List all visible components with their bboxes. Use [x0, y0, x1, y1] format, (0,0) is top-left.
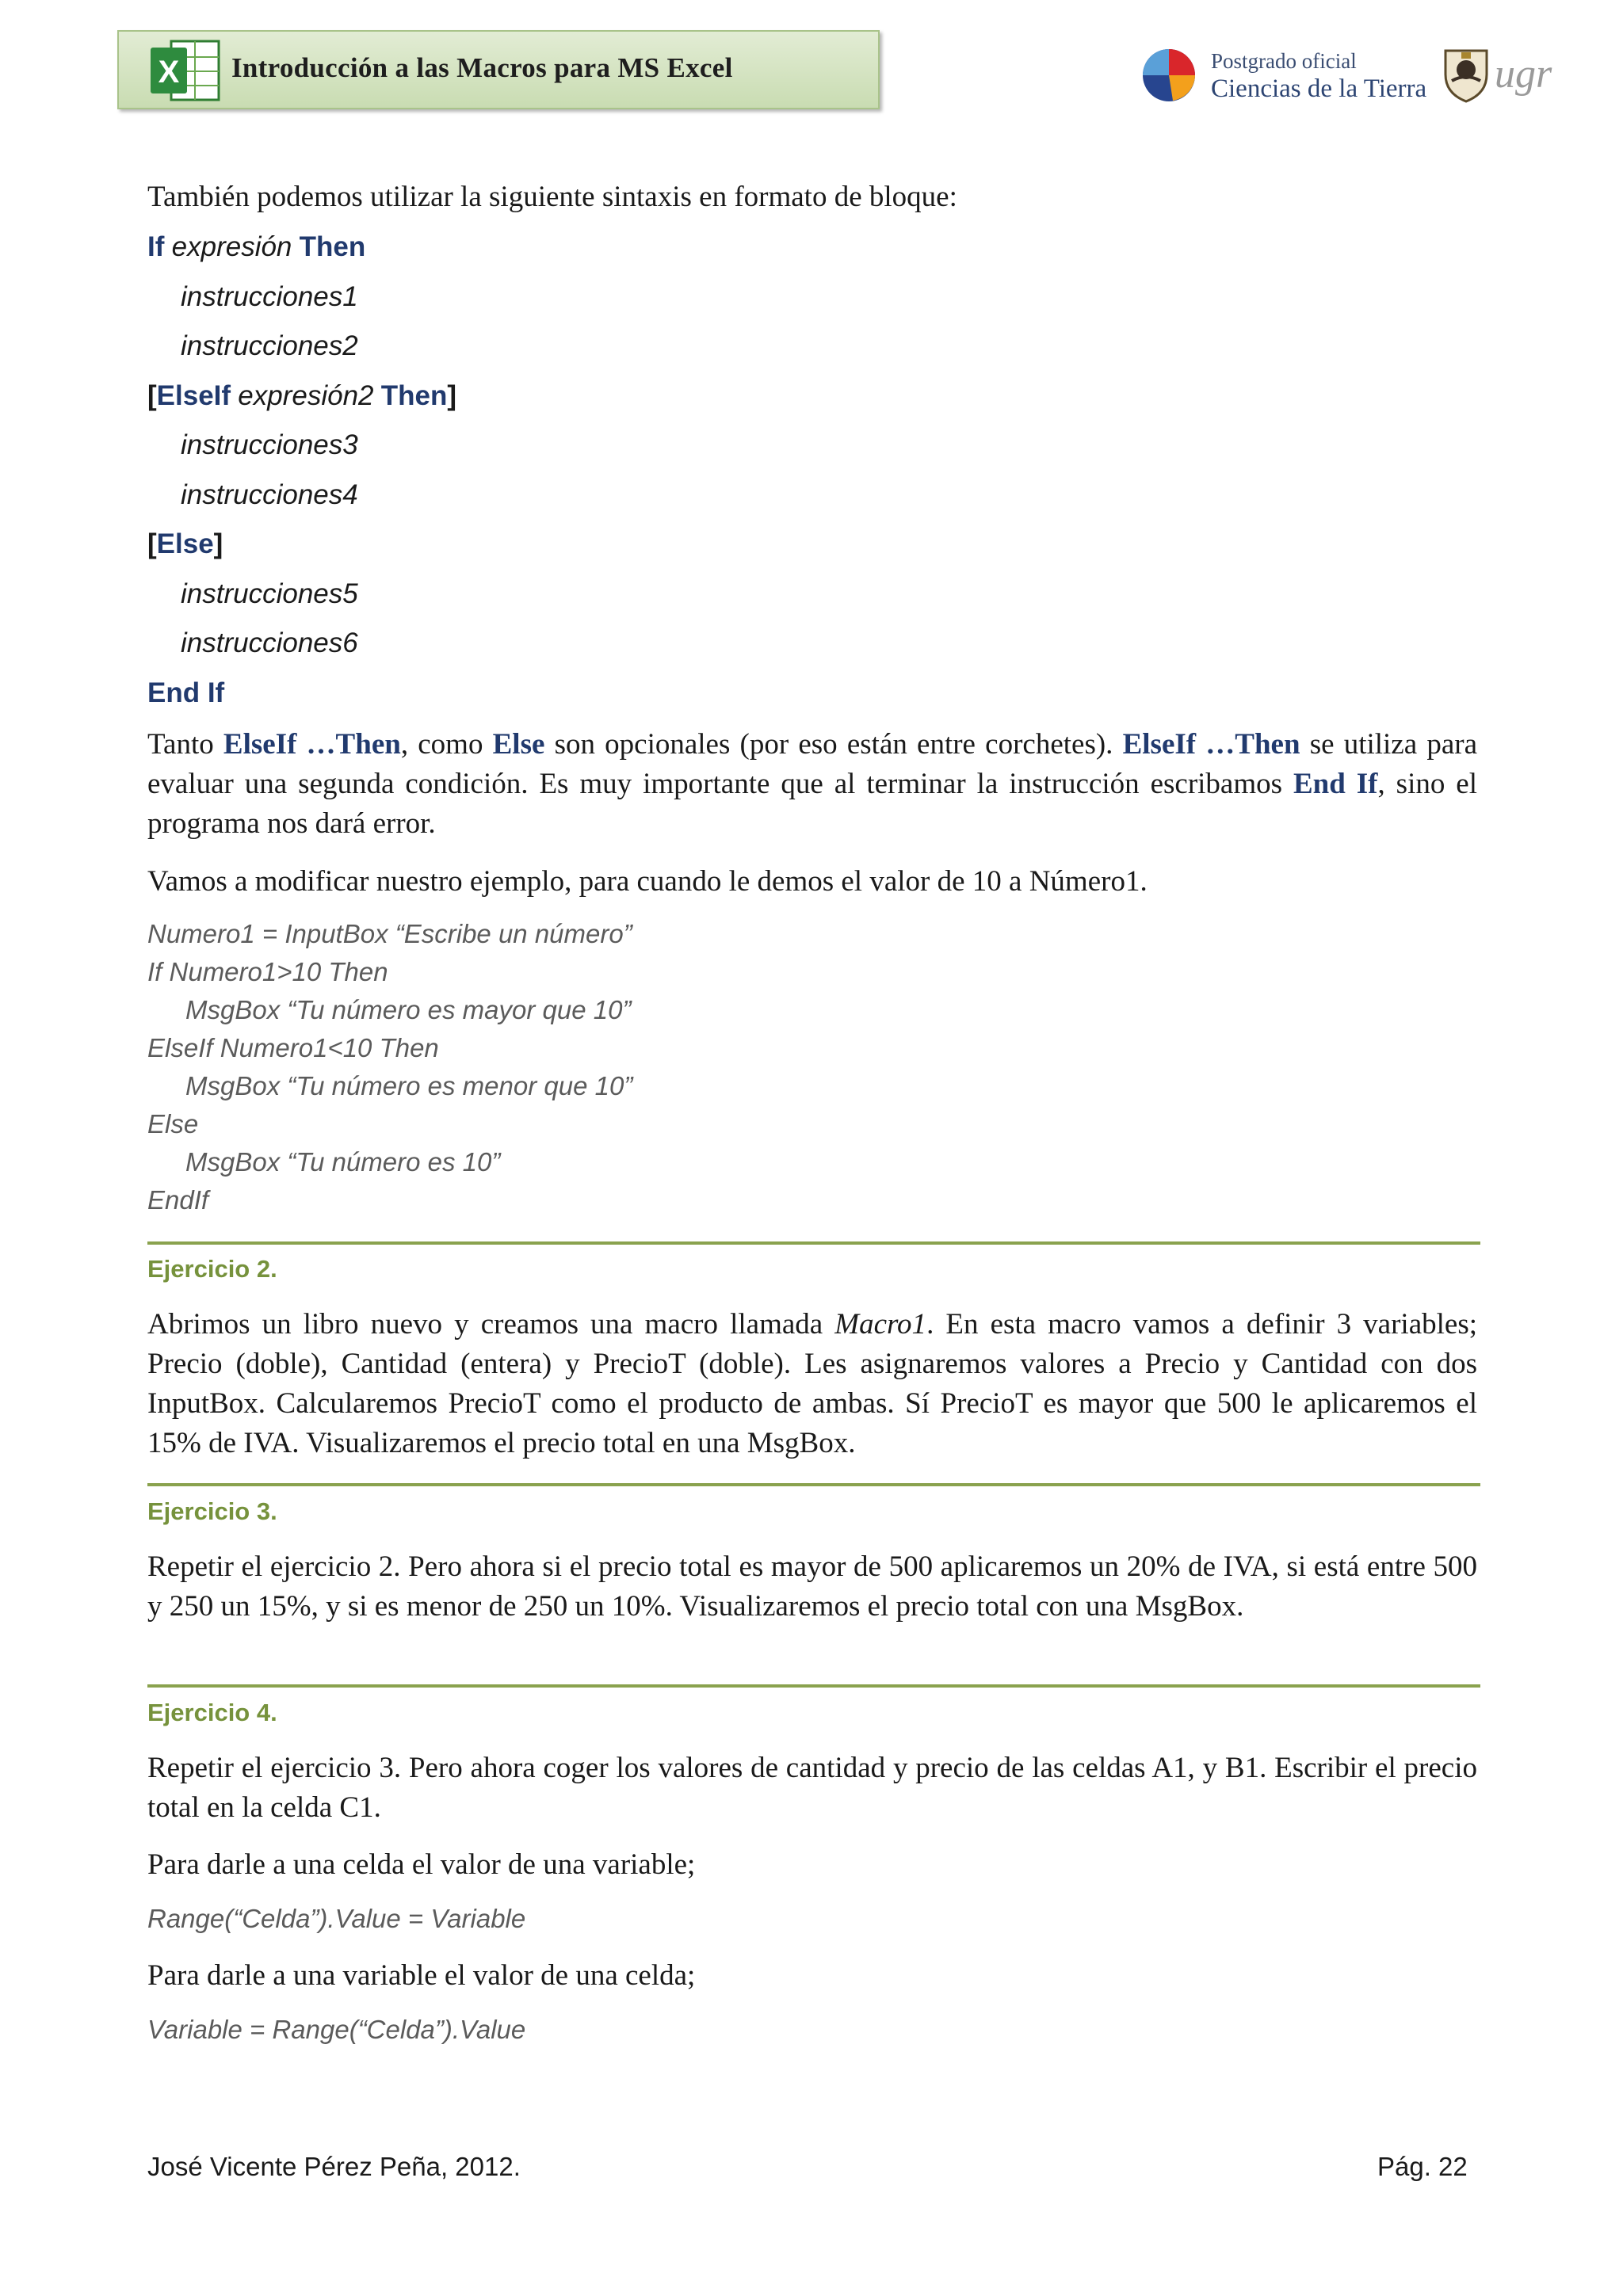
text-run: son opcionales (por eso están entre corchetes). — [544, 728, 1123, 761]
explanation-paragraph — [147, 725, 1477, 844]
code-line: MsgBox “Tu número es 10” — [185, 1147, 501, 1177]
syntax-instr6: instrucciones6 — [181, 627, 358, 658]
text-run: , como — [400, 728, 493, 761]
bracket-open-2: [ — [147, 528, 157, 559]
code-line: MsgBox “Tu número es mayor que 10” — [185, 995, 632, 1024]
text-run: Tanto — [147, 728, 223, 761]
brand-title: Ciencias de la Tierra — [1211, 74, 1427, 103]
code-line-variable: Variable = Range(“Celda”).Value — [147, 2015, 526, 2044]
text-run: se utiliza para evaluar una segunda condición. Es muy importante que al terminar la instrucción escribamos — [147, 728, 1477, 800]
bracket-open: [ — [147, 380, 157, 411]
example-intro-paragraph: Vamos a modificar nuestro ejemplo, para cuando le demos el valor de 10 a Número1. — [147, 865, 1148, 898]
ugr-logo-text: ugr — [1495, 51, 1552, 97]
syntax-elseif-line — [147, 376, 1477, 416]
footer-author: José Vicente Pérez Peña, 2012. — [147, 2152, 521, 2181]
exercise-2-title: Ejercicio 2. — [147, 1255, 277, 1283]
keyword-elseif-then: ElseIf …Then — [223, 728, 401, 761]
syntax-instr5: instrucciones5 — [181, 578, 358, 609]
code-line: Numero1 = InputBox “Escribe un número” — [147, 919, 632, 948]
keyword-if: If — [147, 231, 165, 262]
svg-text:X: X — [158, 55, 180, 90]
code-line: MsgBox “Tu número es menor que 10” — [185, 1071, 633, 1100]
exercise-4-text: Repetir el ejercicio 3. Pero ahora coger los valores de cantidad y precio de las celdas A1, y B1. Escribir el precio total en la celda C1. — [147, 1752, 1477, 1824]
variable-assign-paragraph: Para darle a una variable el valor de una celda; — [147, 1959, 696, 1992]
syntax-expression2: expresión2 — [238, 380, 374, 411]
section-divider — [147, 1241, 1480, 1245]
syntax-instr3: instrucciones3 — [181, 429, 358, 460]
code-line: EndIf — [147, 1185, 209, 1215]
keyword-elseif: ElseIf — [156, 380, 231, 411]
keyword-else-inline: Else — [492, 728, 545, 761]
brand-subtitle: Postgrado oficial — [1211, 49, 1357, 73]
code-line: If Numero1>10 Then — [147, 957, 388, 986]
code-line-cell: Range(“Celda”).Value = Variable — [147, 1904, 526, 1933]
exercise-3-title: Ejercicio 3. — [147, 1497, 277, 1525]
keyword-end-if: End If — [147, 677, 225, 708]
intro-paragraph: También podemos utilizar la siguiente sintaxis en formato de bloque: — [147, 181, 957, 213]
syntax-if-line — [147, 227, 1477, 267]
bracket-close: ] — [447, 380, 457, 411]
document-header-title: Introducción a las Macros para MS Excel — [231, 52, 733, 83]
university-shield-icon — [1441, 46, 1491, 103]
syntax-endif-line — [147, 673, 1477, 713]
keyword-then: Then — [299, 231, 366, 262]
keyword-elseif-then-2: ElseIf …Then — [1122, 728, 1300, 761]
section-divider — [147, 1483, 1480, 1486]
footer-page-number: Pág. 22 — [1377, 2152, 1468, 2181]
excel-icon — [147, 36, 222, 105]
exercise-2-text — [147, 1305, 1477, 1463]
syntax-instr2: instrucciones2 — [181, 330, 358, 361]
macro-name: Macro1 — [834, 1308, 927, 1341]
syntax-expression: expresión — [171, 231, 292, 262]
syntax-else-line — [147, 524, 1477, 564]
bracket-close-2: ] — [213, 528, 223, 559]
syntax-instr4: instrucciones4 — [181, 479, 358, 510]
syntax-instr1: instrucciones1 — [181, 281, 358, 312]
text-run: , sino el programa nos dará error. — [147, 768, 1477, 840]
text-run: Abrimos un libro nuevo y creamos una macro llamada — [147, 1308, 835, 1341]
section-divider — [147, 1684, 1480, 1688]
exercise-4-title: Ejercicio 4. — [147, 1699, 277, 1726]
keyword-then2: Then — [380, 380, 448, 411]
postgrado-logo-icon — [1141, 48, 1197, 103]
keyword-else: Else — [156, 528, 214, 559]
code-line: ElseIf Numero1<10 Then — [147, 1033, 439, 1062]
text-run: . En esta macro vamos a definir 3 variables; Precio (doble), Cantidad (entera) y PrecioT (doble). Les asignaremos valores a Precio y Cantidad con dos InputBox. Calcularemos PrecioT como el producto de ambas. Sí PrecioT es mayor que 500 le aplicaremos el 15% de IVA. Visualizaremos el precio total en una MsgBox. — [147, 1308, 1478, 1459]
exercise-3-text: Repetir el ejercicio 2. Pero ahora si el precio total es mayor de 500 aplicaremos un 20% de IVA, si está entre 500 y 250 un 15%, y si es menor de 250 un 10%. Visualizaremos el precio total con una MsgBox. — [147, 1550, 1477, 1623]
cell-assign-paragraph: Para darle a una celda el valor de una variable; — [147, 1848, 696, 1881]
code-line: Else — [147, 1109, 199, 1138]
keyword-end-if-inline: End If — [1293, 768, 1378, 800]
